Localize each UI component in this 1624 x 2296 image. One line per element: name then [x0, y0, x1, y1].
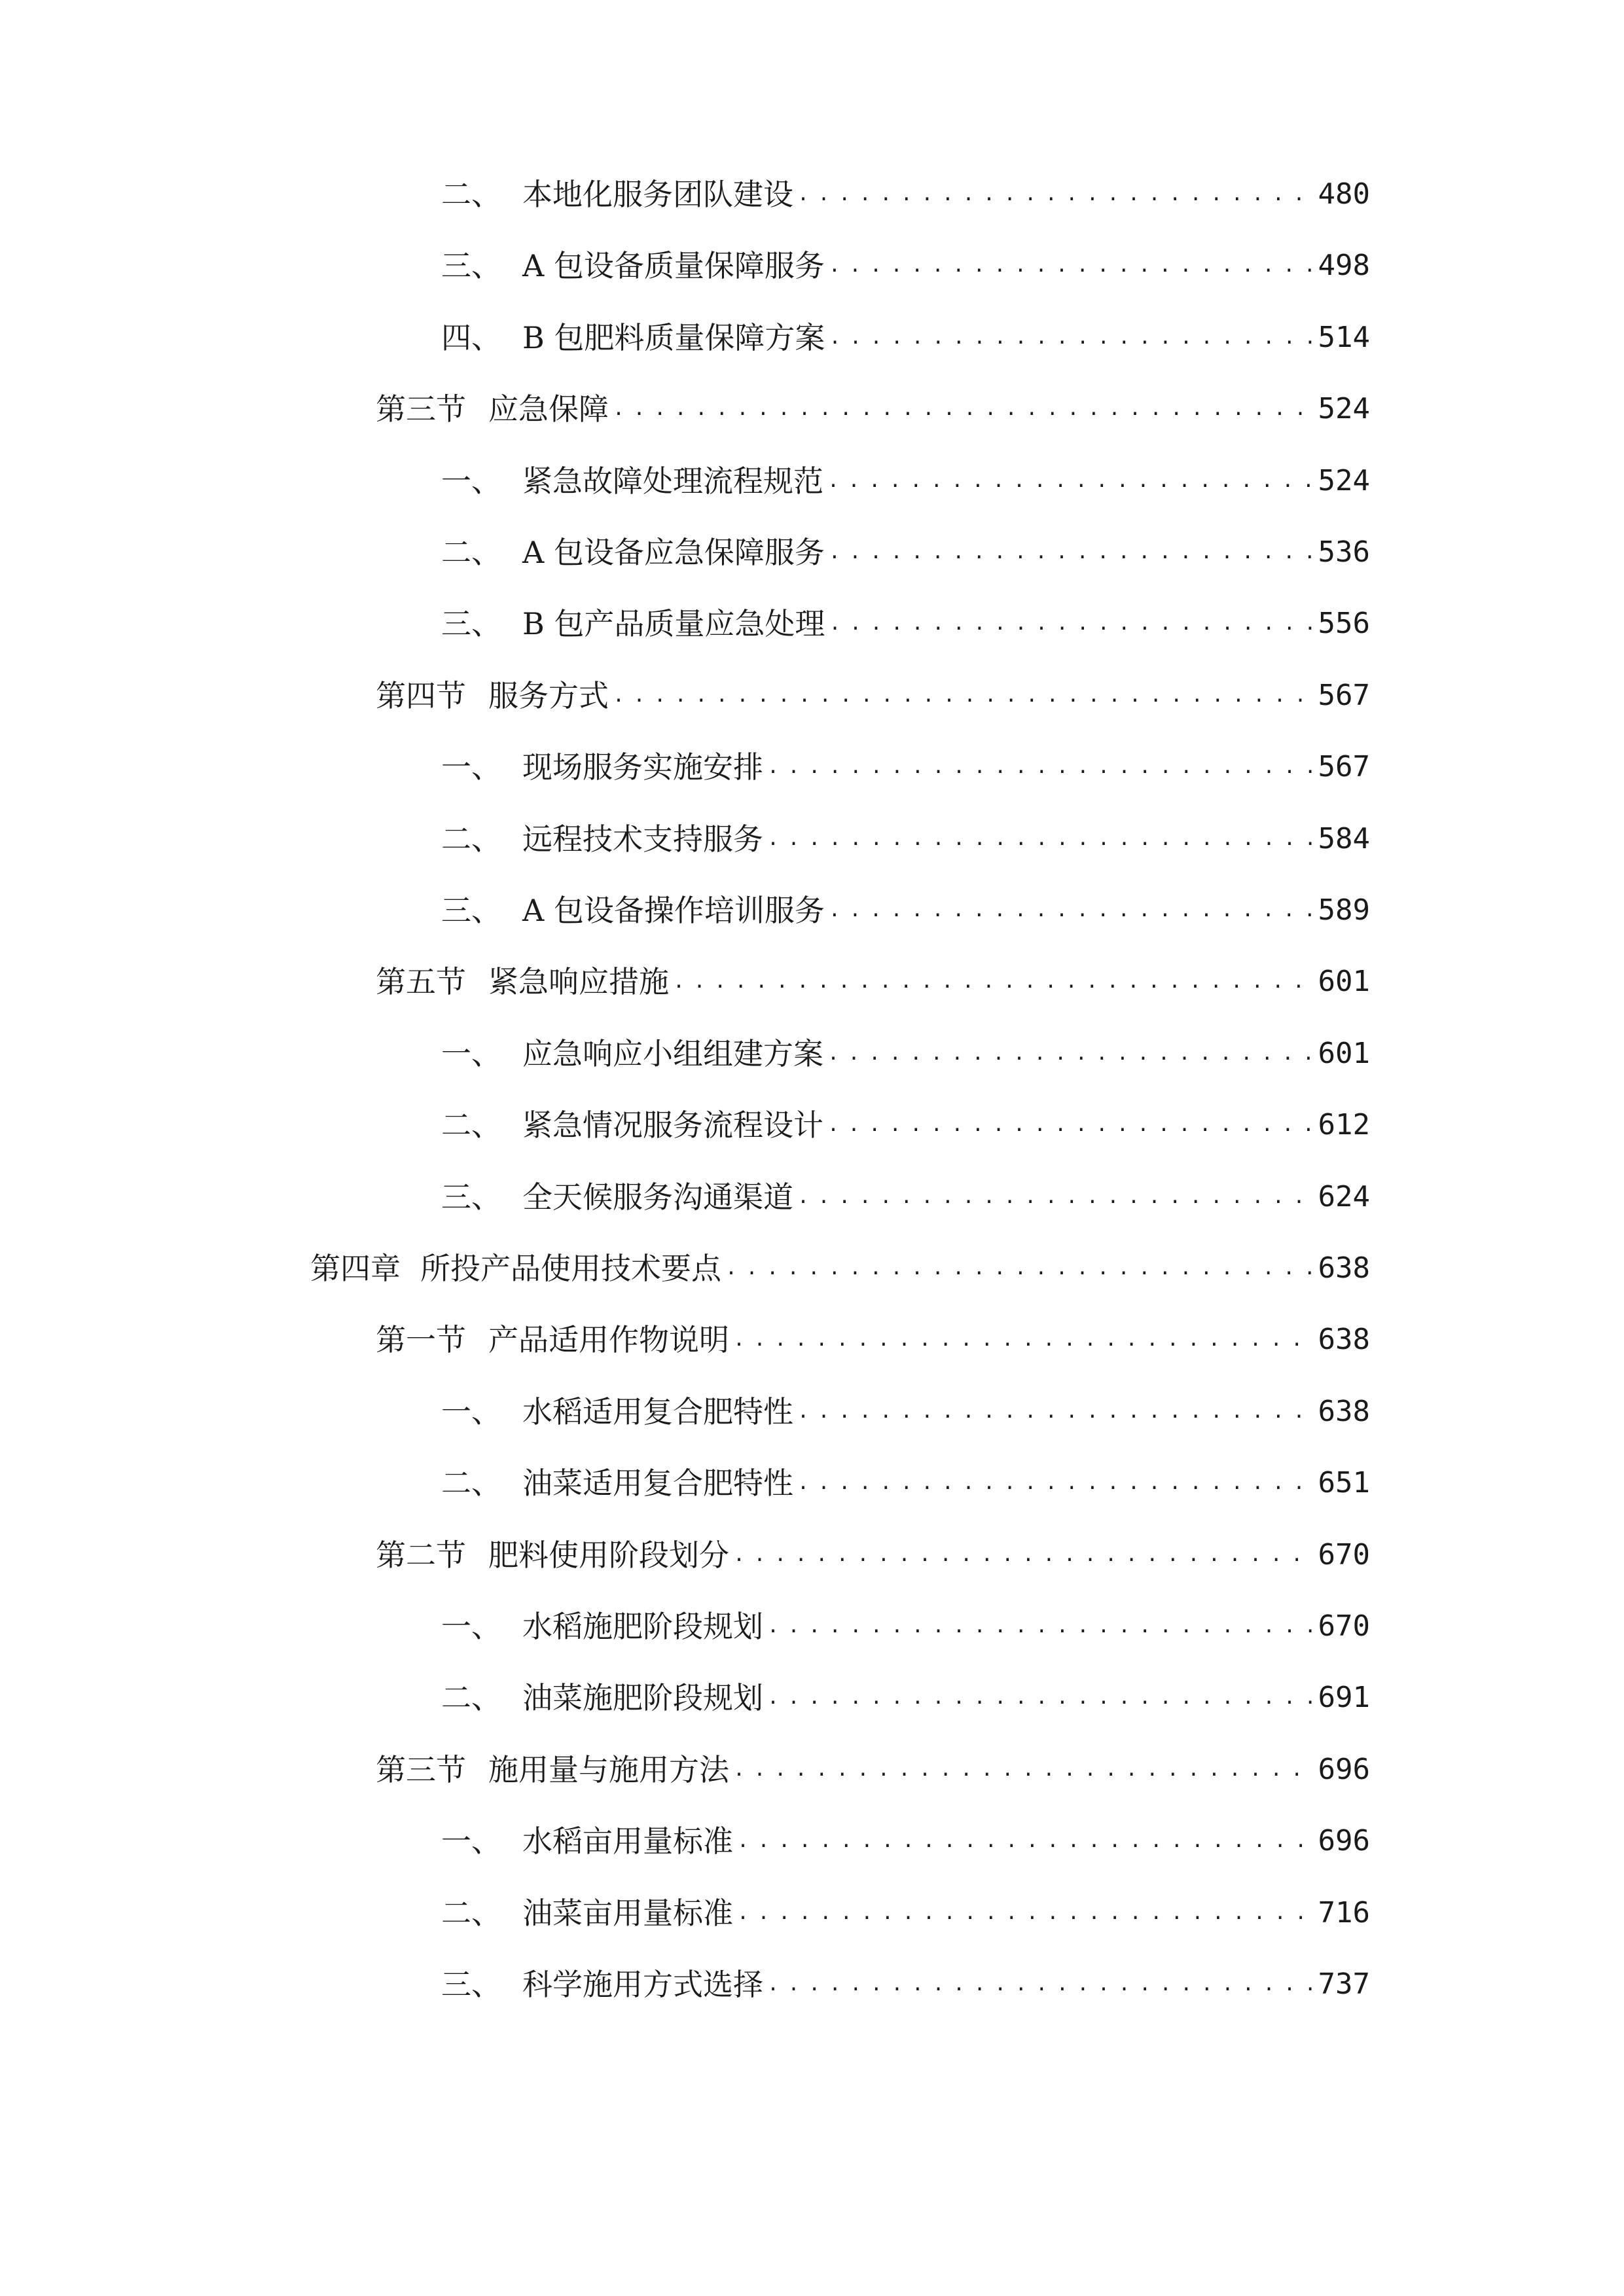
toc-dot-leader [827, 1031, 1314, 1077]
toc-entry-label [376, 673, 609, 719]
toc-entry-page-number: 514 [1318, 321, 1370, 354]
toc-entry-title: A 包设备操作培训服务 [522, 893, 825, 928]
toc-entry-number: 四、 [441, 320, 501, 355]
toc-entry[interactable] [441, 1604, 1370, 1649]
toc-entry-page-number: 584 [1318, 822, 1370, 855]
toc-entry[interactable] [376, 959, 1370, 1005]
toc-dot-leader [613, 386, 1314, 432]
toc-entry-number: 三、 [441, 248, 501, 283]
toc-entry[interactable] [441, 458, 1370, 504]
toc-entry-number: 第一节 [376, 1322, 466, 1357]
toc-entry[interactable] [376, 1317, 1370, 1363]
toc-entry-number: 二、 [441, 177, 501, 212]
toc-entry-number: 三、 [441, 1967, 501, 2002]
toc-entry-label [441, 1818, 733, 1864]
toc-entry-label [441, 1675, 763, 1721]
toc-entry-title: A 包设备质量保障服务 [522, 248, 825, 283]
toc-entry-page-number: 612 [1318, 1108, 1370, 1141]
toc-entry-number: 三、 [441, 606, 501, 641]
toc-entry-page-number: 638 [1318, 1251, 1370, 1285]
toc-entry-title: 水稻适用复合肥特性 [522, 1394, 793, 1429]
toc-entry-label [376, 1532, 729, 1578]
toc-entry-title: 本地化服务团队建设 [522, 177, 793, 212]
toc-entry[interactable] [441, 1460, 1370, 1506]
toc-entry[interactable] [376, 1747, 1370, 1793]
toc-entry-page-number: 524 [1318, 392, 1370, 425]
toc-entry-page-number: 498 [1318, 249, 1370, 282]
toc-entry[interactable] [441, 744, 1370, 790]
toc-entry-title: B 包产品质量应急处理 [522, 606, 825, 641]
toc-dot-leader [725, 1246, 1314, 1291]
toc-entry[interactable] [441, 1890, 1370, 1936]
toc-entry-page-number: 601 [1318, 965, 1370, 998]
toc-entry-page-number: 601 [1318, 1037, 1370, 1070]
toc-entry-label [441, 888, 825, 933]
toc-entry-title: B 包肥料质量保障方案 [522, 320, 825, 355]
toc-entry-label [441, 1460, 793, 1506]
toc-entry-title: 所投产品使用技术要点 [420, 1251, 721, 1286]
toc-entry-number: 一、 [441, 1036, 501, 1071]
toc-entry-number: 二、 [441, 1680, 501, 1715]
toc-entry-label [441, 1389, 793, 1435]
toc-entry-label [441, 458, 823, 504]
toc-entry-page-number: 737 [1318, 1967, 1370, 2001]
toc-dot-leader [827, 1102, 1314, 1148]
toc-dot-leader [797, 171, 1314, 217]
toc-entry-number: 三、 [441, 1179, 501, 1215]
toc-entry-number: 二、 [441, 535, 501, 570]
toc-entry-label [441, 529, 825, 575]
toc-entry-title: 服务方式 [488, 678, 609, 713]
toc-entry-title: 应急响应小组组建方案 [522, 1036, 823, 1071]
toc-entry-label [441, 1174, 793, 1220]
toc-entry-page-number: 567 [1318, 750, 1370, 783]
toc-entry-number: 一、 [441, 463, 501, 499]
toc-entry-page-number: 567 [1318, 679, 1370, 712]
toc-entry[interactable] [441, 529, 1370, 575]
toc-entry[interactable] [441, 1675, 1370, 1721]
toc-entry-number: 第五节 [376, 964, 466, 999]
toc-dot-leader [767, 744, 1314, 790]
toc-entry-label [376, 959, 669, 1005]
toc-entry-title: 紧急情况服务流程设计 [522, 1107, 823, 1143]
toc-entry-title: 现场服务实施安排 [522, 749, 763, 785]
toc-entry[interactable] [441, 1389, 1370, 1435]
toc-entry-page-number: 651 [1318, 1466, 1370, 1499]
toc-dot-leader [829, 601, 1314, 647]
toc-dot-leader [767, 1604, 1314, 1649]
toc-entry-label [441, 1890, 733, 1936]
toc-entry-number: 二、 [441, 821, 501, 857]
toc-entry[interactable] [441, 601, 1370, 647]
toc-dot-leader [733, 1747, 1314, 1793]
toc-entry-label [376, 386, 609, 432]
toc-entry-page-number: 638 [1318, 1323, 1370, 1356]
toc-entry[interactable] [441, 243, 1370, 289]
toc-dot-leader [733, 1317, 1314, 1363]
toc-entry-label [441, 315, 825, 361]
toc-entry-number: 一、 [441, 1609, 501, 1644]
toc-entry-number: 一、 [441, 749, 501, 785]
toc-entry-title: A 包设备应急保障服务 [522, 535, 825, 570]
toc-entry-title: 紧急响应措施 [488, 964, 669, 999]
toc-entry-label [441, 243, 825, 289]
toc-entry-title: 油菜施肥阶段规划 [522, 1680, 763, 1715]
toc-entry-title: 油菜亩用量标准 [522, 1895, 733, 1931]
toc-entry-label [441, 171, 793, 217]
toc-entry[interactable] [441, 1102, 1370, 1148]
toc-entry-title: 肥料使用阶段划分 [488, 1537, 729, 1573]
toc-entry-page-number: 589 [1318, 893, 1370, 927]
toc-entry[interactable] [441, 315, 1370, 361]
toc-entry[interactable] [376, 386, 1370, 432]
toc-entry-title: 水稻施肥阶段规划 [522, 1609, 763, 1644]
toc-entry-label [441, 816, 763, 862]
toc-entry[interactable] [441, 1031, 1370, 1077]
toc-entry-page-number: 696 [1318, 1824, 1370, 1857]
toc-entry[interactable] [376, 1532, 1370, 1578]
toc-entry-title: 应急保障 [488, 391, 609, 427]
toc-entry-number: 二、 [441, 1465, 501, 1501]
toc-entry-title: 施用量与施用方法 [488, 1752, 729, 1787]
toc-entry-title: 全天候服务沟通渠道 [522, 1179, 793, 1215]
toc-entry-title: 水稻亩用量标准 [522, 1823, 733, 1859]
toc-entry[interactable] [441, 171, 1370, 217]
toc-entry-title: 产品适用作物说明 [488, 1322, 729, 1357]
toc-dot-leader [767, 1675, 1314, 1721]
toc-dot-leader [829, 888, 1314, 933]
toc-entry-page-number: 670 [1318, 1609, 1370, 1643]
toc-entry-label [310, 1246, 721, 1291]
toc-entry-title: 油菜适用复合肥特性 [522, 1465, 793, 1501]
toc-dot-leader [733, 1532, 1314, 1578]
toc-entry-page-number: 524 [1318, 464, 1370, 497]
toc-entry[interactable] [441, 1962, 1370, 2007]
toc-entry-number: 第三节 [376, 1752, 466, 1787]
toc-dot-leader [829, 529, 1314, 575]
toc-dot-leader [737, 1890, 1314, 1936]
toc-entry-page-number: 638 [1318, 1395, 1370, 1428]
toc-entry-label [441, 601, 825, 647]
toc-entry-page-number: 556 [1318, 607, 1370, 640]
toc-entry-number: 第四章 [310, 1251, 401, 1286]
toc-dot-leader [829, 243, 1314, 289]
toc-entry-page-number: 480 [1318, 177, 1370, 211]
toc-entry-label [441, 1604, 763, 1649]
toc-entry-page-number: 536 [1318, 535, 1370, 569]
toc-entry-page-number: 716 [1318, 1896, 1370, 1929]
toc-entry[interactable] [441, 816, 1370, 862]
toc-entry-label [376, 1317, 729, 1363]
toc-entry-label [441, 744, 763, 790]
toc-entry-number: 三、 [441, 893, 501, 928]
toc-entry-number: 二、 [441, 1107, 501, 1143]
toc-entry[interactable] [441, 1174, 1370, 1220]
toc-entry[interactable] [310, 1246, 1370, 1291]
toc-entry-title: 科学施用方式选择 [522, 1967, 763, 2002]
toc-dot-leader [767, 816, 1314, 862]
toc-entry-number: 第二节 [376, 1537, 466, 1573]
toc-entry-number: 第三节 [376, 391, 466, 427]
toc-entry-title: 远程技术支持服务 [522, 821, 763, 857]
toc-entry-number: 一、 [441, 1823, 501, 1859]
toc-entry[interactable] [376, 673, 1370, 719]
toc-dot-leader [767, 1962, 1314, 2007]
toc-entry-number: 二、 [441, 1895, 501, 1931]
toc-entry[interactable] [441, 888, 1370, 933]
toc-entry-title: 紧急故障处理流程规范 [522, 463, 823, 499]
toc-entry-label [441, 1031, 823, 1077]
toc-dot-leader [797, 1174, 1314, 1220]
toc-dot-leader [673, 959, 1314, 1005]
toc-entry-number: 一、 [441, 1394, 501, 1429]
toc-entry-page-number: 624 [1318, 1180, 1370, 1213]
toc-dot-leader [827, 458, 1314, 504]
toc-dot-leader [613, 673, 1314, 719]
toc-entry-page-number: 696 [1318, 1753, 1370, 1786]
toc-entry-page-number: 691 [1318, 1681, 1370, 1714]
toc-dot-leader [797, 1389, 1314, 1435]
toc-dot-leader [737, 1818, 1314, 1864]
toc-entry-number: 第四节 [376, 678, 466, 713]
toc-entry-label [441, 1962, 763, 2007]
toc-entry-label [376, 1747, 729, 1793]
toc-entry-page-number: 670 [1318, 1538, 1370, 1571]
toc-entry-label [441, 1102, 823, 1148]
toc-entry[interactable] [441, 1818, 1370, 1864]
toc-dot-leader [797, 1460, 1314, 1506]
toc-dot-leader [829, 315, 1314, 361]
